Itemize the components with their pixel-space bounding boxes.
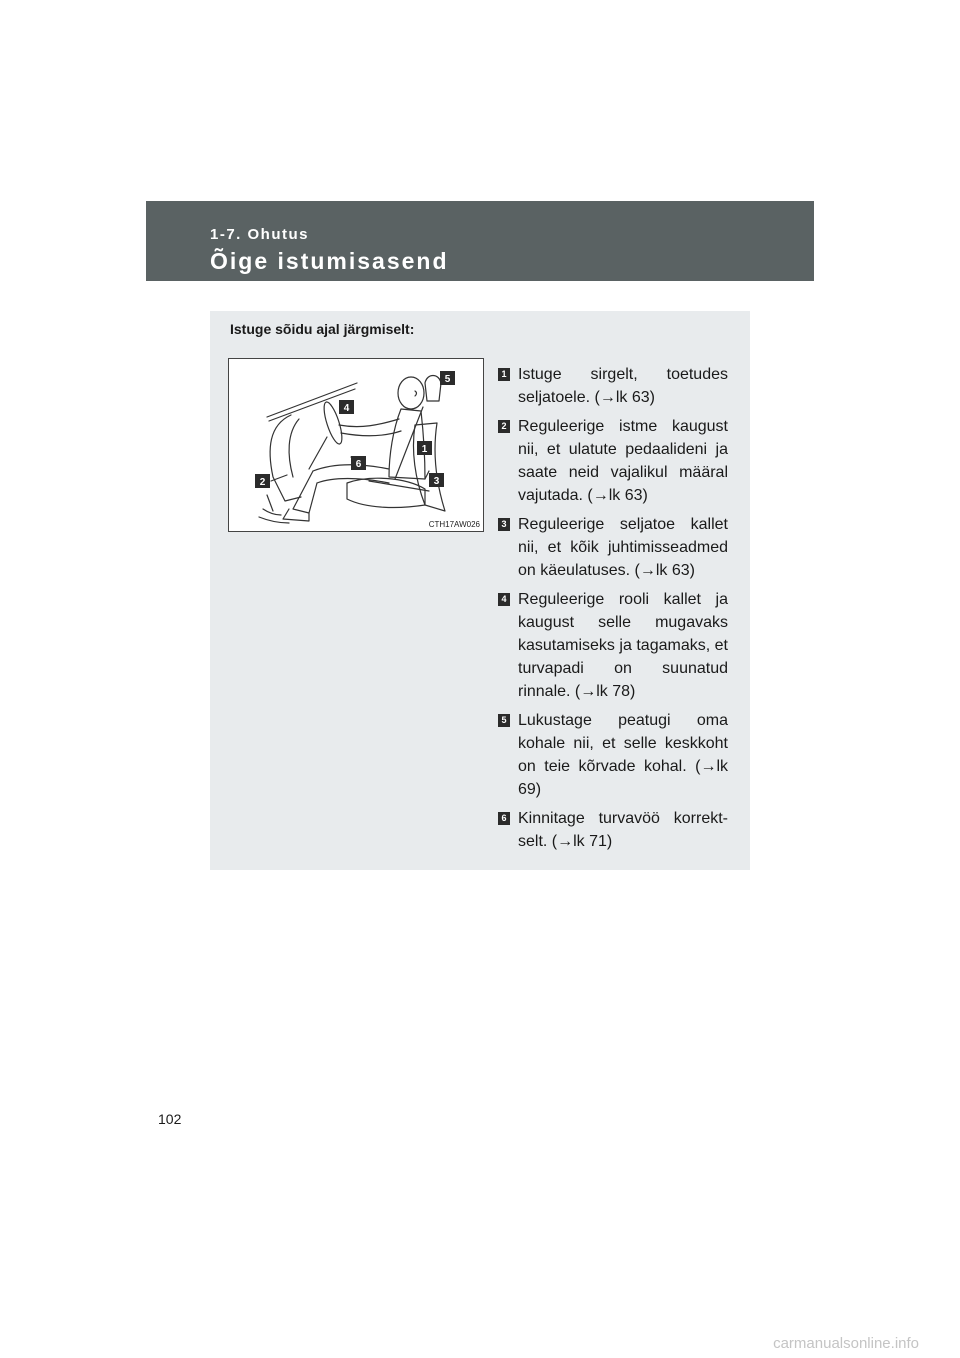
callout-3: 3 [433, 476, 440, 487]
list-item [498, 807, 728, 853]
pedal [267, 495, 273, 511]
driver-arm [339, 419, 399, 427]
driver-foot [283, 509, 309, 521]
item-number-badge: 3 [498, 518, 510, 531]
chapter-header [146, 201, 814, 281]
list-item [498, 709, 728, 801]
item-text: Kinnitage turvavöö korrektselt. (→lk 71) [518, 810, 728, 850]
content-panel [210, 311, 750, 870]
driver-ear [415, 391, 417, 396]
item-text: Reguleerige seljatoe kallet nii, et kõik juhtimisseadmed on käeulatuses. (→lk 63) [518, 516, 728, 579]
dashboard-outline [270, 415, 301, 501]
item-text: Reguleerige istme kaugust nii, et ulatute pedaalideni ja saate neid vajalikul määral vajutada. (→lk 63) [518, 418, 728, 504]
page-title: Õige istumisasend [210, 248, 449, 274]
floor-lines-2 [259, 517, 289, 523]
seat-back [413, 423, 445, 511]
callout-2: 2 [259, 477, 266, 488]
list-item [498, 588, 728, 703]
item-number-badge: 1 [498, 368, 510, 381]
callout-1: 1 [421, 444, 428, 455]
driver-forearm [341, 431, 401, 436]
callout-6: 6 [355, 459, 362, 470]
item-text: Reguleerige rooli kallet ja kaugust selle mugavaks kasutamiseks ja tagamaks, et turvapadi on suunatud rinnale. (→lk 78) [518, 591, 728, 700]
item-number-badge: 4 [498, 593, 510, 606]
section-label: 1-7. Ohutus [210, 226, 310, 243]
page-number: 102 [158, 1111, 182, 1127]
driver-shin [293, 471, 317, 513]
list-item [498, 513, 728, 582]
leader-line-3 [425, 471, 429, 479]
intro-text: Istuge sõidu ajal järgmiselt: [230, 321, 415, 337]
item-number-badge: 6 [498, 812, 510, 825]
item-number-badge: 2 [498, 420, 510, 433]
list-item [498, 363, 728, 409]
dashboard-inner [289, 419, 299, 477]
seating-position-illustration [228, 358, 484, 532]
steering-column [309, 437, 327, 469]
list-item [498, 415, 728, 507]
item-text: Istuge sirgelt, toetudes seljatoele. (→lk 63) [518, 366, 728, 406]
callout-4: 4 [343, 403, 350, 414]
instruction-list [498, 363, 728, 859]
driver-seat-drawing [229, 359, 483, 531]
item-number-badge: 5 [498, 714, 510, 727]
headrest [425, 376, 441, 402]
figure-code: CTH17AW026 [428, 520, 480, 529]
callout-5: 5 [444, 374, 451, 385]
item-text: Lukustage peatugi oma kohale nii, et selle keskkoht on teie kõrvade kohal. (→lk 69) [518, 712, 728, 798]
watermark-text: carmanualsonline.info [773, 1335, 919, 1352]
driver-head [398, 377, 424, 409]
